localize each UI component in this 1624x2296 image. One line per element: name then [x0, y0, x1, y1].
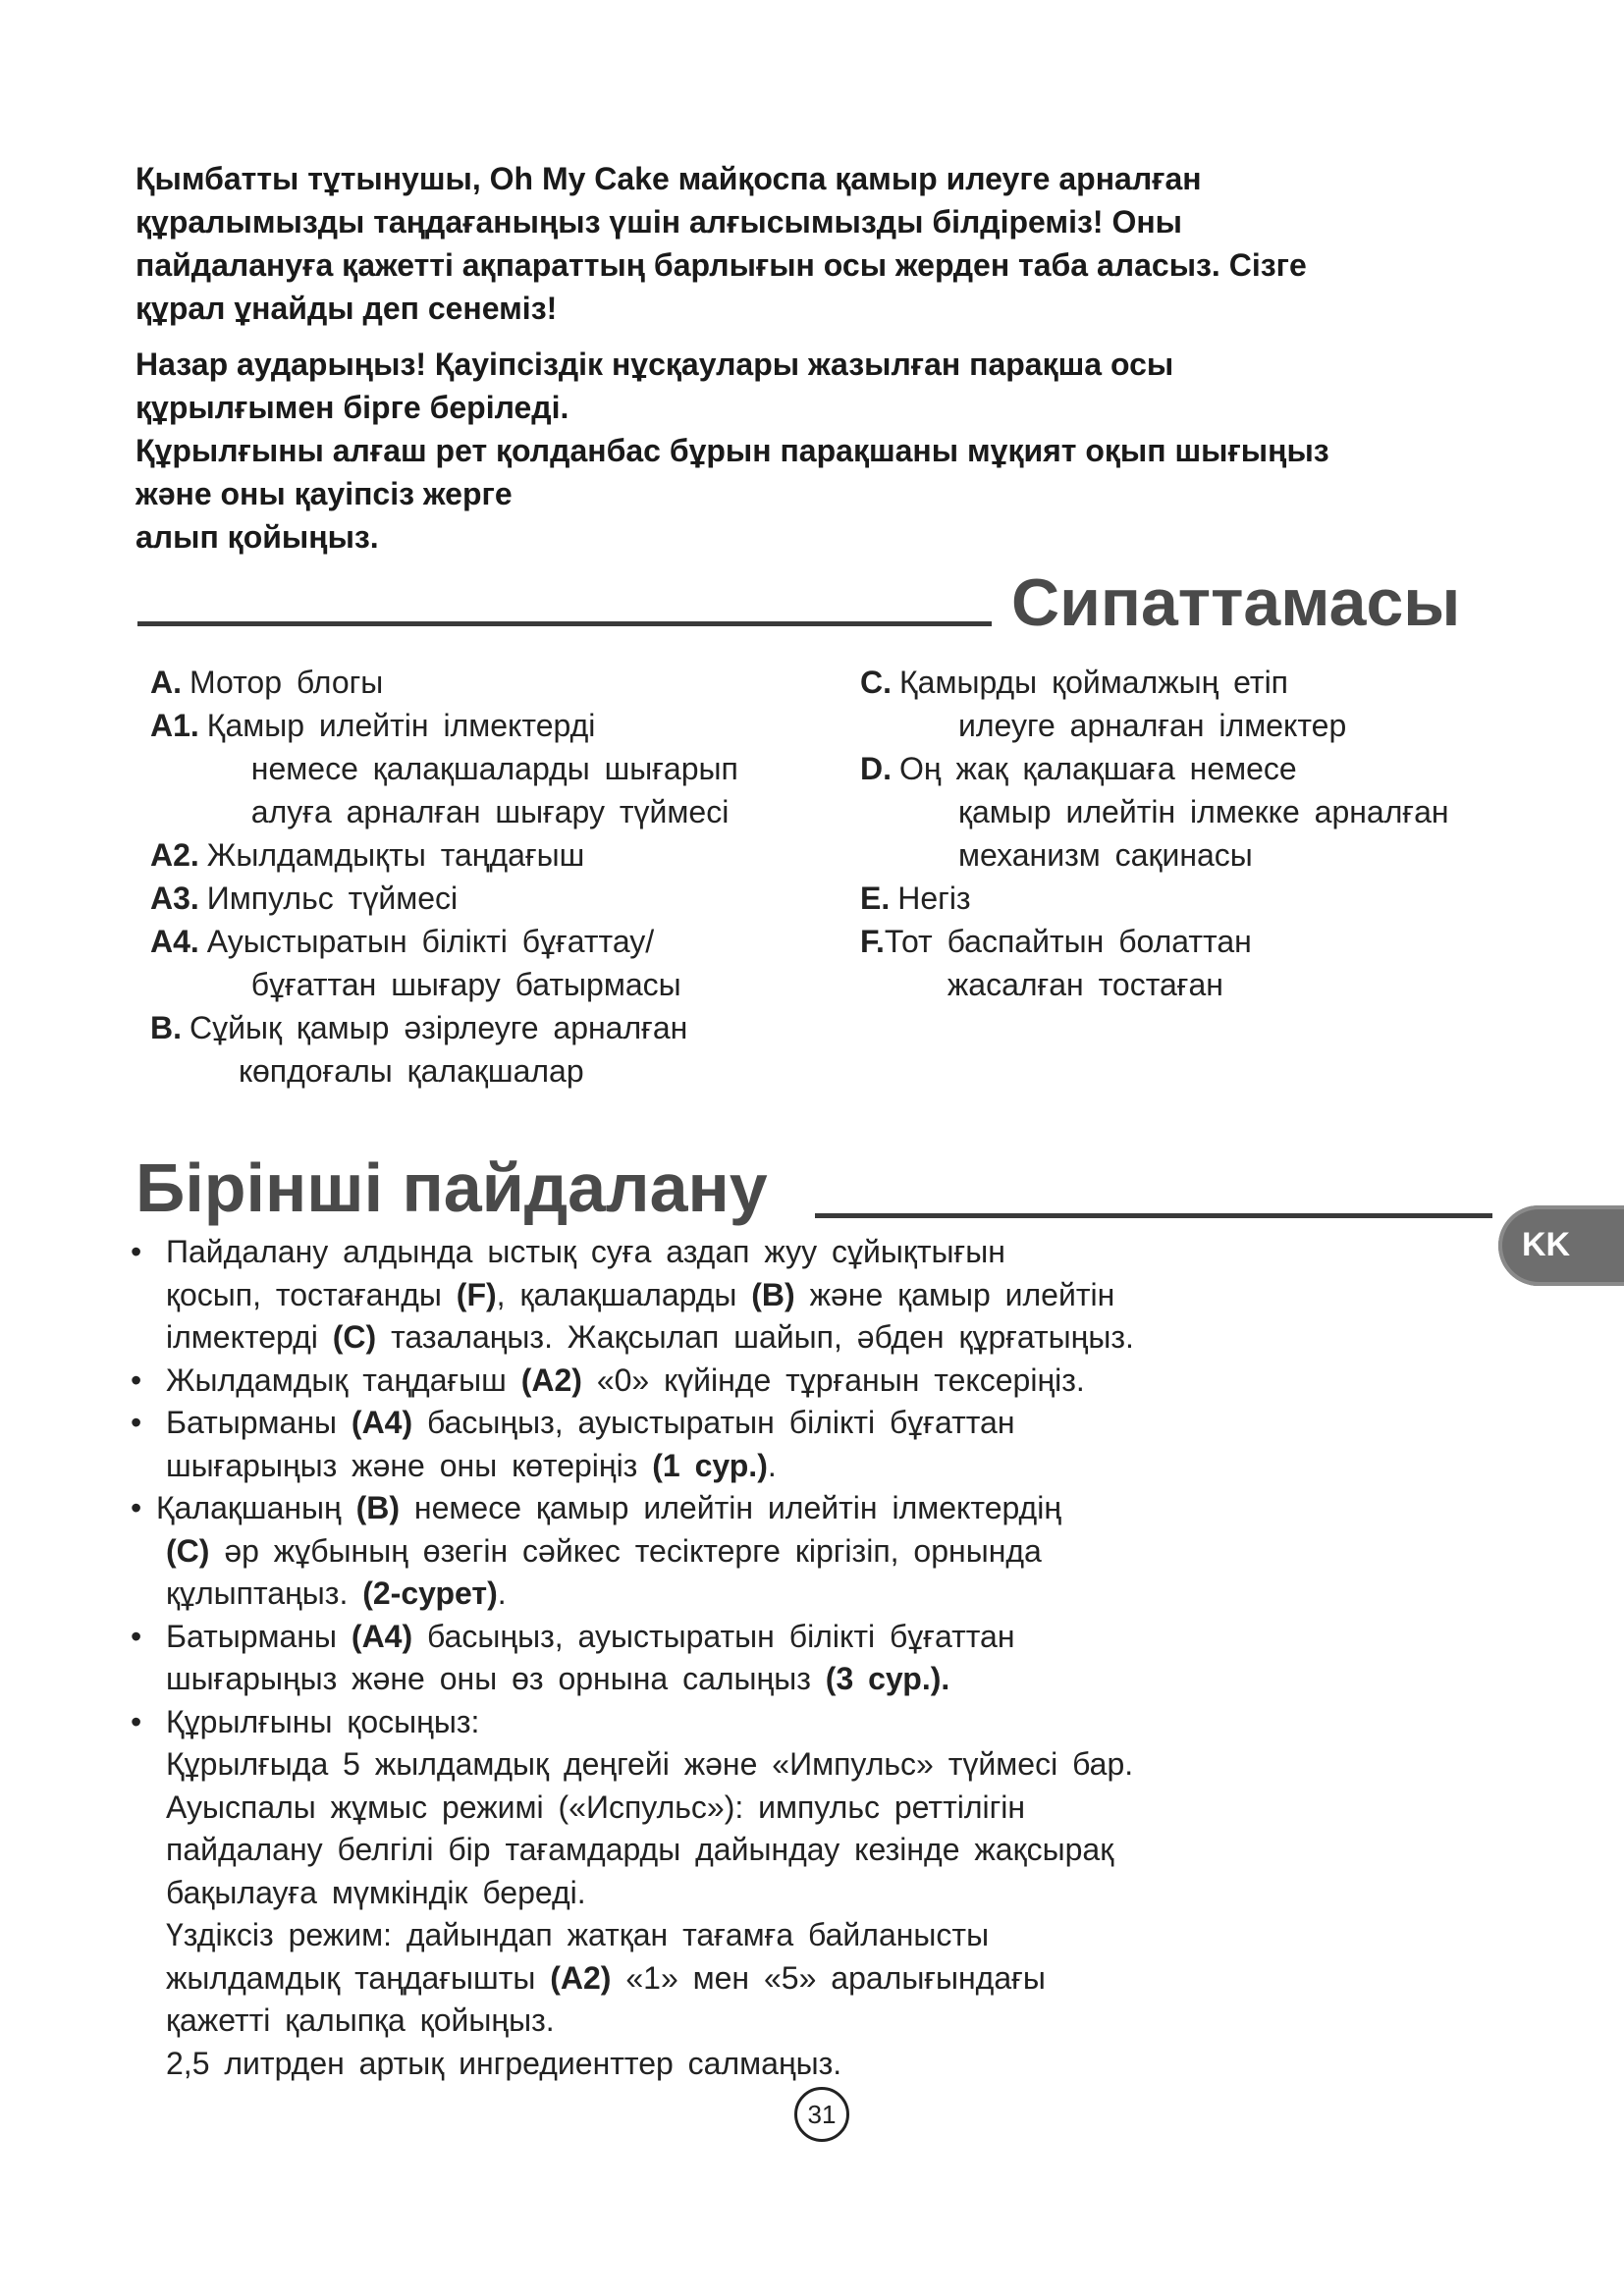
- bullet-icon: •: [131, 1362, 142, 1398]
- first-use-steps: [131, 1231, 1338, 2085]
- part-code: F.: [860, 924, 885, 959]
- step-text: Батырманы: [166, 1405, 352, 1440]
- part-code: C.: [860, 665, 892, 700]
- language-code: KK: [1522, 1226, 1571, 1263]
- part-code: B.: [150, 1010, 182, 1045]
- step-text: әр жұбының өзегін сәйкес тесіктерге кіргізіп, орнында: [209, 1532, 1042, 1569]
- page-number: 31: [794, 2087, 849, 2142]
- part-text: Ауыстыратын білікті бұғаттау/: [206, 924, 655, 959]
- intro-line: пайдалануға қажетті ақпараттың барлығын осы жерден таба аласыз. Сізге: [135, 247, 1307, 283]
- part-code: D.: [860, 751, 892, 786]
- list-item: [131, 1487, 1338, 1616]
- intro-line: Қымбатты тұтынушы, Oh My Cake майқоспа қамыр илеуге арналған: [135, 161, 1202, 196]
- bullet-icon: •: [131, 1618, 142, 1654]
- part-ref: (B): [751, 1276, 795, 1312]
- part-text: механизм сақинасы: [958, 837, 1253, 873]
- step-text: «1» мен «5» аралығындағы: [611, 1959, 1046, 1996]
- step-text: пайдалану белгілі бір тағамдарды дайындау кезінде жақсырақ: [166, 1832, 1114, 1867]
- step-text: тазалаңыз. Жақсылап шайып, әбден құрғатыңыз.: [376, 1319, 1134, 1355]
- part-text: көпдоғалы қалақшалар: [239, 1053, 584, 1089]
- parts-list-left: [150, 661, 838, 1093]
- part-ref: (B): [355, 1490, 401, 1525]
- list-item: [131, 1360, 1338, 1403]
- bullet-icon: •: [131, 1405, 142, 1440]
- part-item: [150, 704, 838, 833]
- part-text: Импульс түймесі: [206, 881, 459, 916]
- intro-line: құрылғымен бірге беріледі.: [135, 390, 569, 425]
- intro-line: алып қойыңыз.: [135, 519, 379, 555]
- part-text: бұғаттан шығару батырмасы: [250, 967, 681, 1002]
- step-text: шығарыңыз және оны өз орнына салыңыз: [166, 1661, 826, 1696]
- parts-list-right: [860, 661, 1547, 1006]
- figure-ref: (2-сурет): [362, 1575, 498, 1611]
- intro-line: құралымызды таңдағаныңыз үшін алғысымызды білдіреміз! Оны: [135, 204, 1182, 240]
- step-text: «0» күйінде тұрғанын тексеріңіз.: [581, 1362, 1085, 1398]
- part-text: Сұйық қамыр әзірлеуге арналған: [189, 1010, 688, 1045]
- intro-line: Құрылғыны алғаш рет қолданбас бұрын парақшаны мұқият оқып шығыңыз: [135, 433, 1329, 468]
- part-text: Мотор блогы: [189, 665, 384, 700]
- part-text: илеуге арналған ілмектер: [958, 708, 1347, 743]
- step-text: бақылауға мүмкіндік береді.: [166, 1874, 586, 1910]
- part-item: [150, 661, 838, 704]
- step-text: және қамыр илейтін: [794, 1276, 1115, 1312]
- step-text: Ауыспалы жұмыс режимі («Испульс»): импульс реттілігін: [166, 1789, 1026, 1825]
- step-text: Пайдалану алдында ыстық суға аздап жуу сұйықтығын: [166, 1234, 1005, 1269]
- part-code: A1.: [150, 708, 199, 743]
- part-text: немесе қалақшаларды шығарып: [250, 751, 738, 786]
- part-item: [860, 920, 1547, 1006]
- figure-ref: (1 сур.): [652, 1447, 768, 1483]
- step-text: Батырманы: [166, 1618, 352, 1654]
- step-text: қосып, тостағанды: [166, 1276, 457, 1312]
- step-text: Жылдамдық таңдағыш: [166, 1362, 521, 1398]
- part-code: A2.: [150, 837, 199, 873]
- read-instructions-note: [135, 429, 1471, 559]
- part-code: A.: [150, 665, 182, 700]
- heading-rule: [815, 1213, 1492, 1218]
- part-item: [150, 833, 838, 877]
- step-text: 2,5 литрден артық ингредиенттер салмаңыз.: [166, 2045, 842, 2081]
- step-text: Құрылғыда 5 жылдамдық деңгейі және «Импульс» түймесі бар.: [166, 1746, 1134, 1782]
- part-text: Жылдамдықты таңдағыш: [206, 837, 585, 873]
- step-text: Үздіксіз режим: дайындап жатқан тағамға байланысты: [166, 1917, 990, 1952]
- step-text: .: [767, 1447, 777, 1483]
- description-title: Сипаттамасы: [1011, 565, 1461, 640]
- list-item: [131, 1402, 1338, 1487]
- part-ref: (A4): [351, 1405, 413, 1440]
- part-text: жасалған тостаған: [947, 967, 1223, 1002]
- list-item: [131, 1231, 1338, 1360]
- part-text: Негіз: [897, 881, 971, 916]
- part-code: A3.: [150, 881, 199, 916]
- step-text: шығарыңыз және оны көтеріңіз: [166, 1447, 653, 1483]
- part-item: [150, 920, 838, 1006]
- part-text: Қамырды қоймалжың етіп: [899, 665, 1288, 700]
- part-text: Оң жақ қалақшаға немесе: [899, 751, 1297, 786]
- part-code: E.: [860, 881, 891, 916]
- part-text: Қамыр илейтін ілмектерді: [206, 708, 596, 743]
- step-text: .: [497, 1575, 507, 1611]
- part-ref: (A2): [550, 1959, 612, 1996]
- list-item: [131, 1701, 1338, 2086]
- list-item: [131, 1616, 1338, 1701]
- part-item: [860, 747, 1547, 877]
- step-text: Құрылғыны қосыңыз:: [166, 1703, 480, 1739]
- step-text: ілмектерді: [166, 1319, 333, 1355]
- part-code: A4.: [150, 924, 199, 959]
- intro-paragraph: [135, 157, 1471, 330]
- step-text: жылдамдық таңдағышты: [166, 1959, 551, 1996]
- bullet-icon: •: [131, 1703, 142, 1739]
- part-ref: (C): [166, 1532, 210, 1569]
- intro-line: Назар аударыңыз! Қауіпсіздік нұсқаулары жазылған парақша осы: [135, 347, 1174, 382]
- part-item: [860, 877, 1547, 920]
- part-item: [860, 661, 1547, 747]
- part-item: [150, 1006, 838, 1093]
- part-item: [150, 877, 838, 920]
- part-ref: (F): [456, 1276, 497, 1312]
- part-text: Тот баспайтын болаттан: [884, 924, 1252, 959]
- step-text: Қалақшаның: [156, 1490, 356, 1525]
- step-text: басыңыз, ауыстыратын білікті бұғаттан: [412, 1618, 1015, 1654]
- step-text: , қалақшаларды: [496, 1276, 752, 1312]
- intro-line: құрал ұнайды деп сенеміз!: [135, 291, 558, 326]
- step-text: немесе қамыр илейтін илейтін ілмектердің: [400, 1490, 1061, 1525]
- bullet-icon: •: [131, 1234, 142, 1269]
- first-use-title: Бірінші пайдалану: [135, 1149, 768, 1226]
- step-text: құлыптаңыз.: [166, 1575, 363, 1611]
- step-text: қажетті қалыпқа қойыңыз.: [166, 2002, 555, 2038]
- figure-ref: (3 сур.).: [825, 1661, 950, 1696]
- part-text: алуға арналған шығару түймесі: [250, 794, 730, 829]
- bullet-icon: •: [131, 1490, 142, 1525]
- part-ref: (C): [332, 1319, 377, 1355]
- step-text: басыңыз, ауыстыратын білікті бұғаттан: [412, 1405, 1015, 1440]
- part-ref: (A2): [520, 1362, 582, 1398]
- language-tab: [1498, 1205, 1624, 1286]
- part-ref: (A4): [351, 1618, 413, 1654]
- intro-line: және оны қауіпсіз жерге: [135, 476, 513, 511]
- part-text: қамыр илейтін ілмекке арналған: [958, 794, 1449, 829]
- heading-rule: [137, 621, 992, 626]
- safety-note: [135, 343, 1471, 429]
